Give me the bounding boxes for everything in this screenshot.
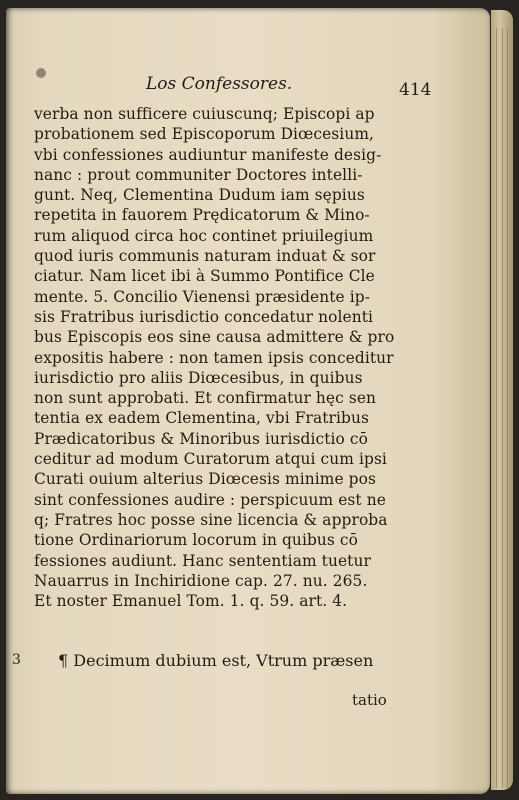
pilcrow-icon: ¶ bbox=[58, 651, 69, 670]
text-line: gunt. Neq, Clementina Dudum iam sępius bbox=[34, 186, 365, 205]
edge-line bbox=[507, 28, 508, 788]
ink-stain bbox=[36, 68, 46, 78]
text-line: iurisdictio pro aliis Diœcesibus, in quibus bbox=[34, 368, 363, 387]
closing-line bbox=[34, 650, 414, 671]
text-line: mente. 5. Concilio Vienensi præsidente ip- bbox=[34, 287, 371, 306]
text-line: tione Ordinariorum locorum in quibus cō bbox=[34, 531, 359, 550]
text-line: sis Fratribus iurisdictio concedatur nolenti bbox=[34, 307, 374, 326]
text-line: probationem sed Episcoporum Diœcesium, bbox=[34, 125, 375, 144]
text-line: expositis habere : non tamen ipsis conceditur bbox=[34, 348, 394, 367]
book-page bbox=[6, 8, 490, 794]
text-line: non sunt approbati. Et confirmatur hęc sen bbox=[34, 389, 377, 408]
page-fore-edge bbox=[491, 10, 513, 790]
running-header: Los Confessores. bbox=[146, 74, 293, 94]
text-line: ceditur ad modum Curatorum atqui cum ipsi bbox=[34, 450, 387, 469]
edge-line bbox=[496, 28, 497, 788]
text-line: nanc : prout communiter Doctores intelli- bbox=[34, 165, 363, 184]
text-line: sint confessiones audire : perspicuum est ne bbox=[34, 490, 386, 509]
text-line: ciatur. Nam licet ibi à Summo Pontifice Cle bbox=[34, 267, 375, 286]
text-line: quod iuris communis naturam induat & sor bbox=[34, 247, 376, 266]
body-text bbox=[34, 104, 406, 611]
text-line: Curati ouium alterius Diœcesis minime pos bbox=[34, 470, 376, 489]
closing-paragraph bbox=[12, 650, 414, 671]
text-line: fessiones audiunt. Hanc sententiam tuetur bbox=[34, 551, 371, 570]
page-number: 414 bbox=[399, 80, 432, 100]
text-line: Prædicatoribus & Minoribus iurisdictio cō bbox=[34, 429, 368, 448]
text-line: repetita in fauorem Prędicatorum & Mino- bbox=[34, 206, 370, 225]
edge-line bbox=[502, 28, 503, 788]
text-line: Nauarrus in Inchiridione cap. 27. nu. 265. bbox=[34, 571, 368, 590]
text-line: verba non sufficere cuiuscunq; Episcopi ap bbox=[34, 105, 375, 123]
text-line: tentia ex eadem Clementina, vbi Fratribus bbox=[34, 409, 369, 428]
text-line: rum aliquod circa hoc continet priuilegium bbox=[34, 226, 374, 245]
catchword: tatio bbox=[352, 691, 387, 709]
closing-text: Decimum dubium est, Vtrum præsen bbox=[73, 651, 374, 670]
text-line: Et noster Emanuel Tom. 1. q. 59. art. 4. bbox=[34, 592, 348, 611]
text-line: vbi confessiones audiuntur manifeste desig- bbox=[34, 145, 382, 164]
margin-marker: 3 bbox=[12, 652, 21, 668]
text-line: bus Episcopis eos sine causa admittere & pro bbox=[34, 328, 395, 347]
text-line: q; Fratres hoc posse sine licencia & approba bbox=[34, 510, 388, 529]
